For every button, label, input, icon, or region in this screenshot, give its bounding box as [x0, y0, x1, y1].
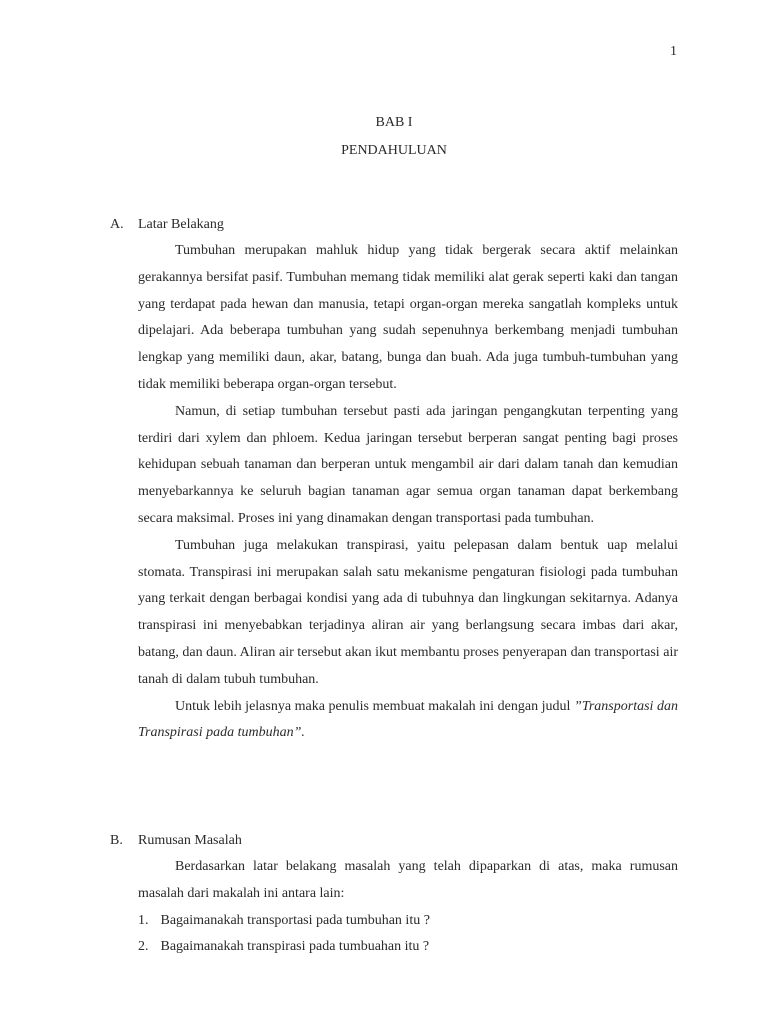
section-title: Rumusan Masalah: [138, 833, 242, 848]
list-item: [138, 908, 678, 935]
section-heading: [110, 212, 678, 238]
chapter-heading: [0, 109, 768, 165]
chapter-title: PENDAHULUAN: [341, 143, 447, 158]
closing-text: Untuk lebih jelasnya maka penulis membuat makalah ini dengan judul: [175, 698, 571, 714]
paragraph: Tumbuhan juga melakukan transpirasi, yaitu pelepasan dalam bentuk uap melalui stomata. Transpirasi ini merupakan salah satu mekanisme pengaturan fisiologi pada tumbuhan yang terkait dengan berbagai kondisi yang ada di tubuhnya dan lingkungan sekitarnya. Adanya transpirasi ini menyebabkan terjadinya aliran air yang berlangsung secara imbas dari akar, batang, dan daun. Aliran air tersebut akan ikut membantu proses penyerapan dan transportasi air tanah di dalam tubuh tumbuhan.: [138, 537, 678, 687]
section-latar-belakang: [110, 212, 678, 747]
problem-list: [138, 908, 678, 962]
list-number: 2.: [138, 939, 149, 955]
section-title: Latar Belakang: [138, 217, 224, 232]
list-number: 1.: [138, 912, 149, 928]
list-text: Bagaimanakah transpirasi pada tumbuahan itu ?: [160, 939, 430, 955]
chapter-number: BAB I: [375, 115, 413, 130]
section-letter: B.: [110, 833, 123, 848]
paper-title: ”Transportasi dan Transpirasi pada tumbuhan”.: [138, 698, 679, 741]
paragraph: Namun, di setiap tumbuhan tersebut pasti ada jaringan pengangkutan terpenting yang terdiri dari xylem dan phloem. Kedua jaringan tersebut berperan sangat penting bagi proses kehidupan sebuah tanaman dan berperan untuk mengambil air dari dalam tanah dan kemudian menyebarkannya ke seluruh bagian tanaman agar semua organ tanaman dapat berkembang secara maksimal. Proses ini yang dinamakan dengan transportasi pada tumbuhan.: [138, 403, 678, 526]
paragraph: Tumbuhan merupakan mahluk hidup yang tidak bergerak secara aktif melainkan gerakannya bersifat pasif. Tumbuhan memang tidak memiliki alat gerak seperti kaki dan tangan yang terdapat pada hewan dan manusia, tetapi organ-organ mereka sangatlah kompleks untuk dipelajari. Ada beberapa tumbuhan yang sudah sepenuhnya berkembang menjadi tumbuhan lengkap yang memiliki daun, akar, batang, bunga dan buah. Ada juga tumbuh-tumbuhan yang tidak memiliki beberapa organ-organ tersebut.: [138, 243, 678, 392]
closing-paragraph: [138, 694, 678, 748]
section-heading: [110, 828, 678, 854]
list-text: Bagaimanakah transportasi pada tumbuhan itu ?: [160, 912, 430, 928]
list-item: [138, 934, 678, 961]
section-rumusan-masalah: [110, 828, 678, 961]
section-letter: A.: [110, 217, 124, 232]
page-number: 1: [670, 44, 677, 59]
paragraph: Berdasarkan latar belakang masalah yang telah dipaparkan di atas, maka rumusan masalah dari makalah ini antara lain:: [138, 859, 678, 901]
